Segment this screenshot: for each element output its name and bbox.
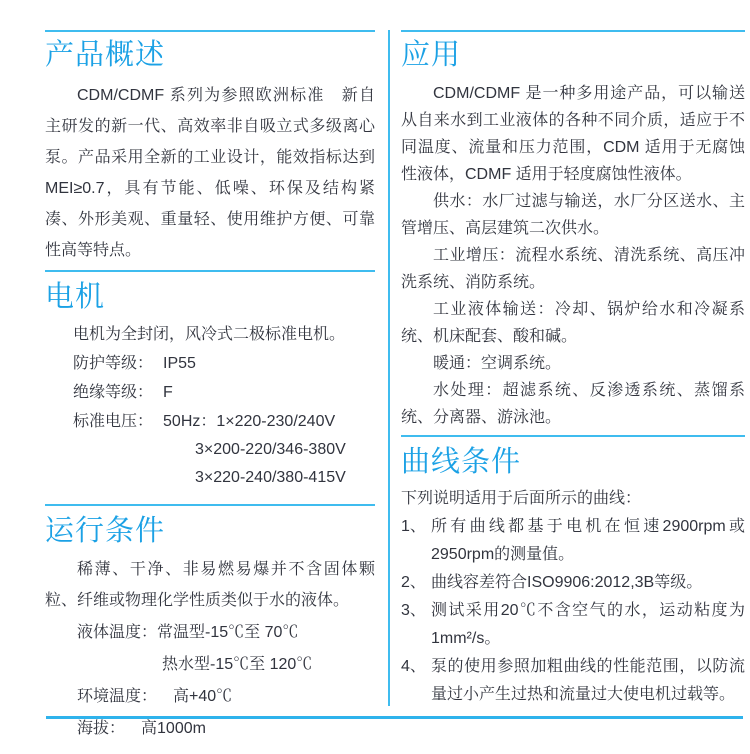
operating-spec-liquid-temp [45, 618, 375, 648]
motor-spec-protection [45, 350, 375, 378]
application-paragraph-5: 暖通：空调系统。 [433, 355, 562, 372]
section-title-application: 应用 [401, 39, 462, 71]
motor-voltage-extra-1: 3×200-220/346-380V [195, 441, 346, 458]
spec-value: IP55 [163, 355, 196, 372]
list-text: 测试采用20℃不含空气的水，运动粘度为1mm²/s。 [431, 602, 745, 647]
spec-label: 海拔： [77, 720, 126, 737]
spec-label: 液体温度： [77, 624, 158, 641]
motor-voltage-extra-2: 3×220-240/380-415V [195, 469, 346, 486]
spec-value: 常温型-15℃至 70℃ [157, 624, 299, 641]
spec-label: 标准电压： [73, 413, 154, 430]
operating-body: 稀薄、干净、非易燃易爆并不含固体颗粒、纤维或物理化学性质类似于水的液体。 [45, 561, 375, 609]
left-column [45, 0, 375, 744]
motor-spec-voltage [45, 408, 375, 436]
divider-overview [45, 30, 375, 32]
divider-operating [45, 504, 375, 506]
divider-curve [401, 435, 745, 437]
section-title-motor: 电机 [45, 281, 106, 313]
spec-label: 防护等级： [73, 355, 154, 372]
curve-intro: 下列说明适用于后面所示的曲线： [401, 490, 642, 507]
list-text: 所有曲线都基于电机在恒速2900rpm或2950rpm的测量值。 [431, 518, 745, 563]
operating-liquid-temp-extra: 热水型-15℃至 120℃ [162, 656, 313, 673]
list-number: 1、 [401, 518, 426, 535]
spec-label: 环境温度： [77, 688, 158, 705]
column-separator-line [388, 30, 390, 706]
application-paragraph-4: 工业液体输送：冷却、锅炉给水和冷凝系统、机床配套、酸和碱。 [401, 301, 745, 345]
overview-body: CDM/CDMF 系列为参照欧洲标准 新自主研发的新一代、高效率非自吸立式多级离心泵。产品采用全新的工业设计，能效指标达到 MEI≥0.7，具有节能、低噪、环保及结构紧凑、外形美观、重量轻、使用维护方便、可靠性高等特点。 [45, 87, 375, 259]
motor-spec-insulation [45, 379, 375, 407]
list-number: 4、 [401, 658, 426, 675]
spec-value: 高+40℃ [173, 688, 233, 705]
list-number: 2、 [401, 574, 426, 591]
spec-label: 绝缘等级： [73, 384, 154, 401]
curve-item-4 [401, 653, 745, 709]
divider-application [401, 30, 745, 32]
list-number: 3、 [401, 602, 426, 619]
curve-item-3 [401, 597, 745, 653]
right-column [401, 0, 745, 709]
list-text: 泵的使用参照加粗曲线的性能范围，以防流量过小产生过热和流量过大使电机过载等。 [431, 658, 745, 703]
application-paragraph-3: 工业增压：流程水系统、清洗系统、高压冲洗系统、消防系统。 [401, 247, 745, 291]
curve-item-1 [401, 513, 745, 569]
application-paragraph-6: 水处理：超滤系统、反渗透系统、蒸馏系统、分离器、游泳池。 [401, 382, 745, 426]
curve-item-2 [401, 569, 745, 597]
divider-motor [45, 270, 375, 272]
operating-spec-ambient-temp [45, 682, 375, 712]
application-paragraph-2: 供水：水厂过滤与输送，水厂分区送水、主管增压、高层建筑二次供水。 [401, 193, 745, 237]
section-title-operating: 运行条件 [45, 515, 166, 547]
list-text: 曲线容差符合ISO9906:2012,3B等级。 [431, 574, 703, 591]
spec-value: 高1000m [141, 720, 206, 737]
section-title-overview: 产品概述 [45, 39, 166, 71]
spec-value: 50Hz：1×220-230/240V [163, 413, 336, 430]
page-bottom-rule [46, 716, 743, 719]
spec-value: F [163, 384, 173, 401]
section-title-curve: 曲线条件 [401, 446, 522, 478]
application-paragraph-1: CDM/CDMF 是一种多用途产品，可以输送从自来水到工业液体的各种不同介质，适应于不同温度、流量和压力范围，CDM 适用于无腐蚀性液体，CDMF 适用于轻度腐蚀性液体。 [401, 85, 745, 183]
motor-intro: 电机为全封闭，风冷式二极标准电机。 [73, 326, 346, 343]
